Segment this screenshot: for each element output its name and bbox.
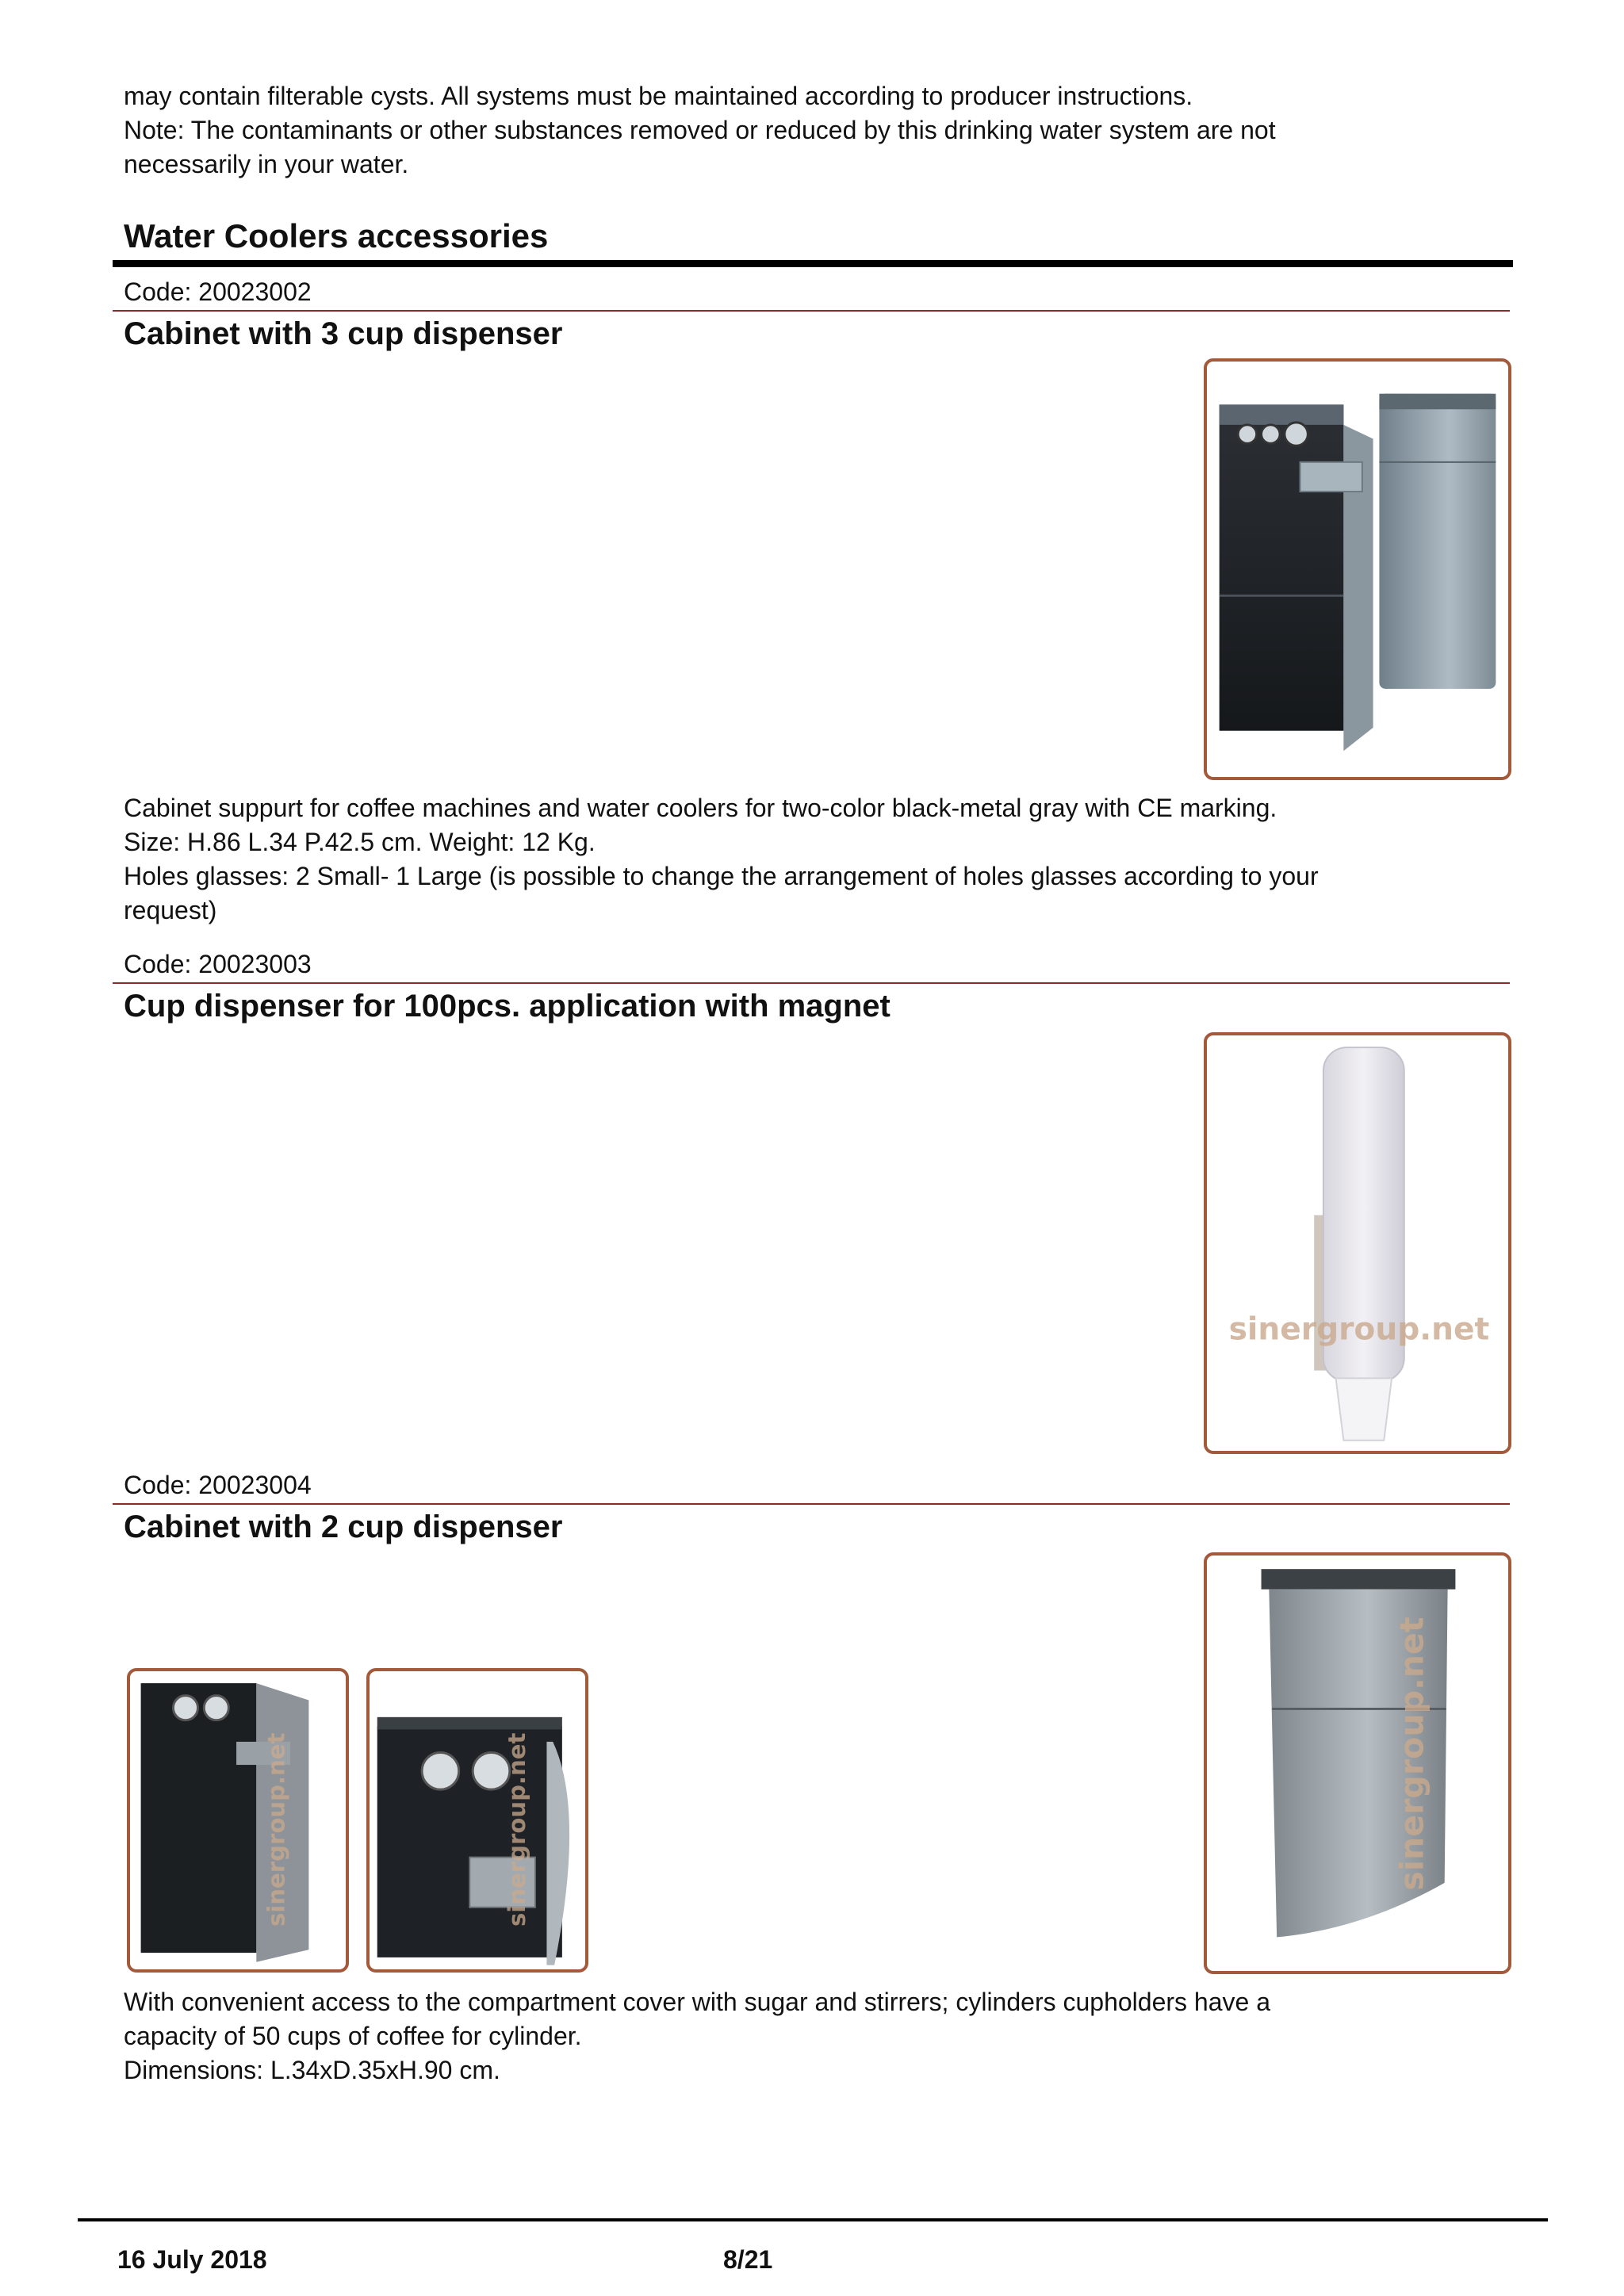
watermark-text: sinergroup.net — [262, 1732, 290, 1927]
product-divider — [113, 310, 1510, 312]
watermark-text: sinergroup.net — [1392, 1617, 1431, 1891]
product-title: Cabinet with 2 cup dispenser — [124, 1510, 563, 1544]
watermark-text: sinergroup.net — [1228, 1311, 1490, 1348]
cabinet-2-cup-closed-illustration — [1207, 1556, 1508, 1971]
description-line: Cabinet suppurt for coffee machines and water coolers for two-color black-metal gray with CE marking. — [124, 794, 1277, 822]
product-description — [124, 791, 1519, 928]
cup-dispenser-image — [1204, 1032, 1511, 1454]
section-divider — [113, 260, 1513, 267]
cup-dispenser-illustration — [1207, 1035, 1508, 1451]
product-code: Code: 20023003 — [124, 950, 312, 978]
description-line: Holes glasses: 2 Small- 1 Large (is possible to change the arrangement of holes glasses according to your — [124, 862, 1319, 890]
product-title: Cup dispenser for 100pcs. application with magnet — [124, 989, 891, 1024]
description-line: Dimensions: L.34xD.35xH.90 cm. — [124, 2056, 500, 2084]
description-line: request) — [124, 896, 217, 924]
section-title: Water Coolers accessories — [124, 217, 549, 254]
cabinet-3-cup-image — [1204, 358, 1511, 780]
product-description — [124, 1985, 1519, 2087]
footer-date: 16 July 2018 — [117, 2245, 267, 2274]
intro-line-1: may contain filterable cysts. All systems must be maintained according to producer instructions. — [124, 82, 1193, 110]
cabinet-2-cup-open-image — [127, 1668, 349, 1973]
page-number: 8/21 — [723, 2245, 773, 2274]
intro-paragraph — [124, 79, 1511, 182]
product-code: Code: 20023002 — [124, 277, 312, 306]
description-line: capacity of 50 cups of coffee for cylinder. — [124, 2022, 582, 2050]
description-line: With convenient access to the compartment cover with sugar and stirrers; cylinders cupholders have a — [124, 1988, 1270, 2016]
product-divider — [113, 1503, 1510, 1505]
product-code: Code: 20023004 — [124, 1471, 312, 1499]
footer-divider — [78, 2218, 1548, 2221]
intro-line-3: necessarily in your water. — [124, 150, 409, 178]
product-divider — [113, 982, 1510, 984]
intro-line-2: Note: The contaminants or other substances removed or reduced by this drinking water system are not — [124, 116, 1276, 144]
product-title: Cabinet with 3 cup dispenser — [124, 316, 563, 351]
cabinet-2-cup-closed-image — [1204, 1552, 1511, 1974]
cabinet-2-cup-open-illustration — [130, 1671, 346, 1969]
cabinet-3-cup-illustration — [1207, 362, 1508, 777]
description-line: Size: H.86 L.34 P.42.5 cm. Weight: 12 Kg. — [124, 828, 596, 856]
cabinet-2-cup-detail-illustration — [370, 1671, 585, 1969]
watermark-text: sinergroup.net — [504, 1732, 531, 1927]
cabinet-2-cup-detail-image — [366, 1668, 588, 1973]
